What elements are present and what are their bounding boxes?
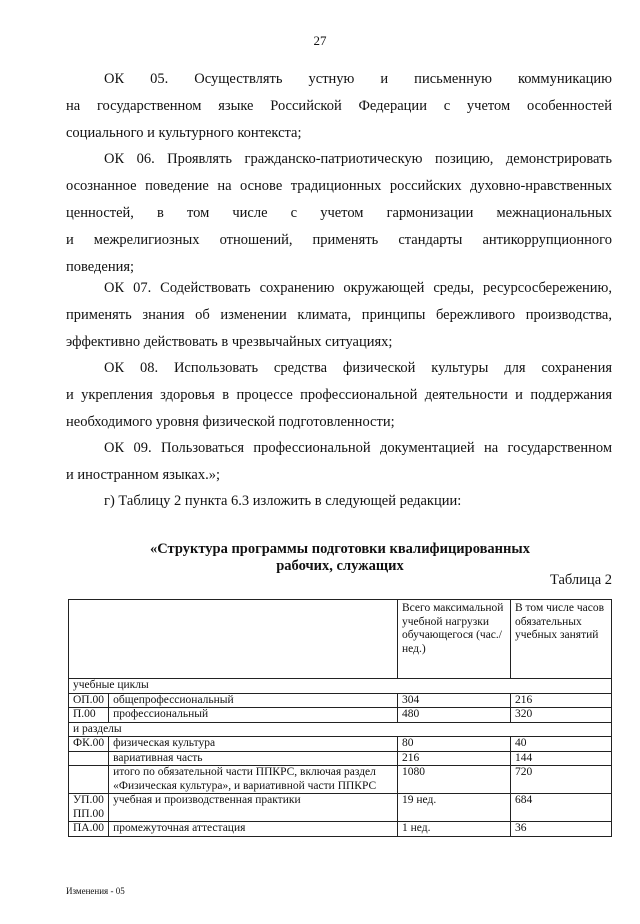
row-name: профессиональный (109, 708, 398, 723)
footer-note: Изменения - 05 (66, 886, 125, 896)
row-total: 304 (398, 693, 511, 708)
table-row (69, 766, 612, 794)
section-label: и разделы (69, 722, 612, 737)
text-line: социального и культурного контекста; (66, 125, 302, 141)
code-pp: ПП.00 (73, 807, 104, 820)
row-name: учебная и производственная практики (109, 794, 398, 822)
code-up: УП.00 (73, 794, 104, 806)
table-row (69, 794, 612, 822)
table-row (69, 708, 612, 723)
row-code (69, 751, 109, 766)
paragraph-ok09 (66, 435, 612, 489)
section-row (69, 722, 612, 737)
row-code (69, 794, 109, 822)
row-code (69, 766, 109, 794)
text-line: необходимого уровня физической подготовленности; (66, 414, 395, 430)
row-name: общепрофессиональный (109, 693, 398, 708)
paragraph-ok05 (66, 66, 612, 147)
table-row (69, 822, 612, 837)
heading-line-1: «Структура программы подготовки квалифицированных (150, 541, 530, 557)
row-required: 40 (511, 737, 612, 752)
table-header-row (69, 600, 612, 679)
table-row (69, 751, 612, 766)
section-label: учебные циклы (69, 679, 612, 694)
text-line: ОК 09. Пользоваться профессиональной документацией на государственном (104, 440, 612, 456)
paragraph-ok07 (66, 275, 612, 356)
text-line: ОК 08. Использовать средства физической культуры для сохранения (104, 360, 612, 376)
text-line: поведения; (66, 259, 135, 275)
section-row (69, 679, 612, 694)
table-caption: Таблица 2 (549, 572, 612, 588)
header-empty-cell (69, 600, 398, 679)
text-line: ОК 07. Содействовать сохранению окружающей среды, ресурсосбережению, (104, 280, 612, 296)
text-line: и иностранном языках.»; (66, 467, 220, 483)
row-code: ОП.00 (69, 693, 109, 708)
row-required: 216 (511, 693, 612, 708)
text-line: осознанное поведение на основе традиционных российских духовно-нравственных (66, 178, 612, 194)
paragraph-ok08 (66, 355, 612, 436)
row-total: 1080 (398, 766, 511, 794)
row-required: 144 (511, 751, 612, 766)
text-line: ОК 06. Проявлять гражданско-патриотическую позицию, демонстрировать (104, 151, 612, 167)
paragraph-item-g (66, 488, 612, 515)
table-row (69, 737, 612, 752)
text-line: применять знания об изменении климата, принципы бережливого производства, (66, 307, 612, 323)
row-name: промежуточная аттестация (109, 822, 398, 837)
table-heading (100, 541, 580, 575)
header-required-hours: В том числе часов обязательных учебных занятий (511, 600, 612, 679)
row-required: 320 (511, 708, 612, 723)
row-total: 19 нед. (398, 794, 511, 822)
row-total: 480 (398, 708, 511, 723)
row-name: физическая культура (109, 737, 398, 752)
row-code: ФК.00 (69, 737, 109, 752)
text-line: и укрепления здоровья в процессе профессиональной деятельности и поддержания (66, 387, 612, 403)
row-name: итого по обязательной части ППКРС, включая раздел «Физическая культура», и вариативной части ППКРС (109, 766, 398, 794)
text-line: г) Таблицу 2 пункта 6.3 изложить в следующей редакции: (104, 493, 462, 509)
text-line: ценностей, в том числе с учетом гармонизации межнациональных (66, 205, 612, 221)
row-total: 80 (398, 737, 511, 752)
row-required: 720 (511, 766, 612, 794)
row-code: П.00 (69, 708, 109, 723)
text-line: эффективно действовать в чрезвычайных ситуациях; (66, 334, 393, 350)
page-number: 27 (313, 33, 327, 48)
row-total: 216 (398, 751, 511, 766)
text-line: ОК 05. Осуществлять устную и письменную коммуникацию (104, 71, 612, 87)
text-line: и межрелигиозных отношений, применять стандарты антикоррупционного (66, 232, 612, 248)
heading-line-2: рабочих, служащих (276, 558, 404, 574)
structure-table (68, 599, 612, 837)
row-total: 1 нед. (398, 822, 511, 837)
row-code: ПА.00 (69, 822, 109, 837)
row-required: 684 (511, 794, 612, 822)
row-name: вариативная часть (109, 751, 398, 766)
table-row (69, 693, 612, 708)
row-required: 36 (511, 822, 612, 837)
header-total-load: Всего максимальной учебной нагрузки обучающегося (час./нед.) (398, 600, 511, 679)
paragraph-ok06 (66, 146, 612, 281)
text-line: на государственном языке Российской Федерации с учетом особенностей (66, 98, 612, 114)
